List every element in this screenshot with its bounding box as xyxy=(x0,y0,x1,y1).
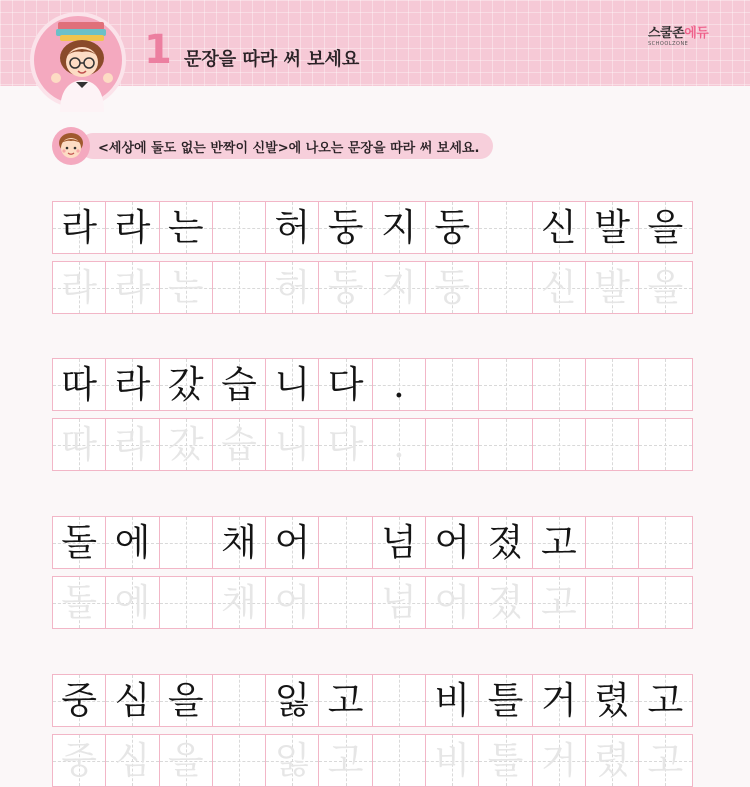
tracing-cell xyxy=(160,577,213,629)
writing-cell xyxy=(266,202,319,254)
tracing-cell xyxy=(373,262,426,314)
writing-cell xyxy=(266,675,319,727)
tracing-cell xyxy=(266,262,319,314)
tracing-cell xyxy=(639,262,692,314)
tracing-cell xyxy=(266,419,319,471)
character-avatar-icon xyxy=(30,12,126,108)
cell-character: 둥 xyxy=(434,206,471,249)
writing-cell xyxy=(53,359,106,411)
cell-character: 어 xyxy=(434,581,471,624)
writing-cell xyxy=(319,675,372,727)
tracing-cell xyxy=(426,577,479,629)
writing-cell xyxy=(106,517,159,569)
tracing-cell xyxy=(586,577,639,629)
cell-character: 습 xyxy=(221,423,257,466)
tracing-cell xyxy=(319,735,372,787)
cell-character: 고 xyxy=(540,521,577,564)
writing-cell xyxy=(426,359,479,411)
tracing-cell xyxy=(479,735,532,787)
logo-subtext: SCHOOLZONE xyxy=(648,41,689,47)
tracing-cell xyxy=(373,419,426,471)
tracing-cell xyxy=(479,419,532,471)
tracing-cell xyxy=(479,577,532,629)
writing-cell xyxy=(639,675,692,727)
cell-character: 니 xyxy=(274,363,311,406)
writing-cell xyxy=(586,359,639,411)
writing-cell xyxy=(639,517,692,569)
tracing-cell xyxy=(53,577,106,629)
writing-cell xyxy=(213,675,266,727)
tracing-cell xyxy=(373,735,426,787)
tracing-cell xyxy=(319,419,372,471)
writing-cell xyxy=(479,359,532,411)
writing-cell xyxy=(533,517,586,569)
writing-cell xyxy=(479,202,532,254)
tracing-cell xyxy=(53,419,106,471)
cell-character: 채 xyxy=(221,581,257,624)
writing-cell xyxy=(53,517,106,569)
cell-character: 잃 xyxy=(274,739,311,782)
tracing-cell xyxy=(639,577,692,629)
cell-character: 둥 xyxy=(434,266,471,309)
cell-character: 을 xyxy=(167,679,204,722)
cell-character: 비 xyxy=(434,679,471,722)
tracing-cell xyxy=(106,735,159,787)
cell-character: 심 xyxy=(114,679,151,722)
cell-character: 는 xyxy=(167,206,204,249)
tracing-row-1 xyxy=(52,261,693,314)
cell-character: 어 xyxy=(434,521,471,564)
cell-character: 니 xyxy=(274,423,311,466)
cell-character: 발 xyxy=(594,206,630,249)
cell-character: 채 xyxy=(221,521,257,564)
writing-row-2 xyxy=(52,358,693,411)
writing-cell xyxy=(639,359,692,411)
tracing-cell xyxy=(586,262,639,314)
writing-cell xyxy=(106,202,159,254)
tracing-cell xyxy=(426,262,479,314)
writing-cell xyxy=(373,517,426,569)
cell-character: 어 xyxy=(274,521,311,564)
tracing-cell xyxy=(426,419,479,471)
logo-text-accent: 에듀 xyxy=(684,26,709,41)
cell-character: 다 xyxy=(327,423,364,466)
lesson-title: 문장을 따라 써 보세요 xyxy=(184,49,360,70)
writing-cell xyxy=(53,202,106,254)
cell-character: 어 xyxy=(274,581,311,624)
cell-character: 틀 xyxy=(487,739,524,782)
cell-character: 돌 xyxy=(61,521,98,564)
cell-character: 신 xyxy=(540,266,577,309)
cell-character: 비 xyxy=(434,739,471,782)
cell-character: 에 xyxy=(114,581,151,624)
writing-cell xyxy=(586,675,639,727)
writing-cell xyxy=(266,359,319,411)
tracing-cell xyxy=(533,735,586,787)
cell-character: 중 xyxy=(61,739,98,782)
cell-character: 따 xyxy=(61,363,98,406)
writing-cell xyxy=(586,202,639,254)
writing-cell xyxy=(106,359,159,411)
tracing-cell xyxy=(586,735,639,787)
cell-character: 라 xyxy=(114,206,151,249)
cell-character: 고 xyxy=(647,679,684,722)
cell-character: 라 xyxy=(61,206,98,249)
tracing-row-4 xyxy=(52,734,693,787)
tracing-cell xyxy=(106,419,159,471)
cell-character: 졌 xyxy=(487,521,524,564)
cell-character: 허 xyxy=(274,206,311,249)
tracing-cell xyxy=(160,419,213,471)
writing-cell xyxy=(213,359,266,411)
writing-cell xyxy=(160,359,213,411)
tracing-cell xyxy=(53,735,106,787)
tracing-row-2 xyxy=(52,418,693,471)
tracing-cell xyxy=(319,577,372,629)
tracing-cell xyxy=(426,735,479,787)
writing-row-3 xyxy=(52,516,693,569)
cell-character: 심 xyxy=(114,739,151,782)
writing-cell xyxy=(586,517,639,569)
tracing-row-3 xyxy=(52,576,693,629)
writing-cell xyxy=(373,675,426,727)
tracing-cell xyxy=(533,577,586,629)
cell-character: 돌 xyxy=(61,581,98,624)
writing-cell xyxy=(53,675,106,727)
cell-character: 잃 xyxy=(274,679,311,722)
tracing-cell xyxy=(639,735,692,787)
cell-character: 고 xyxy=(327,679,364,722)
writing-cell xyxy=(160,675,213,727)
writing-cell xyxy=(373,202,426,254)
writing-cell xyxy=(533,675,586,727)
writing-cell xyxy=(319,359,372,411)
tracing-cell xyxy=(639,419,692,471)
cell-character: 라 xyxy=(61,266,98,309)
cell-character: 둥 xyxy=(327,266,364,309)
writing-row-1 xyxy=(52,201,693,254)
writing-cell xyxy=(319,202,372,254)
tracing-cell xyxy=(53,262,106,314)
instruction-banner xyxy=(52,130,493,162)
cell-character: 넘 xyxy=(381,581,417,624)
cell-character: 다 xyxy=(327,363,364,406)
tracing-cell xyxy=(213,262,266,314)
cell-character: 둥 xyxy=(327,206,364,249)
writing-cell xyxy=(213,517,266,569)
logo-text-main: 스쿨존 xyxy=(648,26,685,41)
writing-cell xyxy=(426,675,479,727)
cell-character: 지 xyxy=(381,206,417,249)
cell-character: 발 xyxy=(594,266,630,309)
tracing-cell xyxy=(160,735,213,787)
boy-face-icon xyxy=(52,127,90,165)
tracing-cell xyxy=(533,419,586,471)
cell-character: 거 xyxy=(540,739,577,782)
tracing-cell xyxy=(213,419,266,471)
cell-character: 렸 xyxy=(594,739,630,782)
writing-cell xyxy=(266,517,319,569)
cell-character: 넘 xyxy=(381,521,417,564)
cell-character: 는 xyxy=(167,266,204,309)
cell-character: 라 xyxy=(114,266,151,309)
cell-character: 습 xyxy=(221,363,257,406)
cell-character: 에 xyxy=(114,521,151,564)
writing-cell xyxy=(479,675,532,727)
writing-cell xyxy=(106,675,159,727)
cell-character: 갔 xyxy=(167,423,204,466)
cell-character: 을 xyxy=(167,739,204,782)
writing-row-4 xyxy=(52,674,693,727)
brand-logo xyxy=(648,22,708,52)
writing-cell xyxy=(426,202,479,254)
tracing-cell xyxy=(373,577,426,629)
writing-cell xyxy=(160,202,213,254)
cell-character: 을 xyxy=(647,206,684,249)
cell-character: 허 xyxy=(274,266,311,309)
cell-character: 졌 xyxy=(487,581,524,624)
tracing-cell xyxy=(479,262,532,314)
writing-cell xyxy=(426,517,479,569)
cell-character: 신 xyxy=(540,206,577,249)
tracing-cell xyxy=(319,262,372,314)
tracing-cell xyxy=(213,577,266,629)
cell-character: 고 xyxy=(540,581,577,624)
cell-character: 거 xyxy=(540,679,577,722)
cell-character: 을 xyxy=(647,266,684,309)
cell-character: 중 xyxy=(61,679,98,722)
header-band xyxy=(0,0,750,86)
writing-cell xyxy=(533,359,586,411)
tracing-cell xyxy=(586,419,639,471)
tracing-cell xyxy=(533,262,586,314)
tracing-cell xyxy=(106,262,159,314)
cell-character: 고 xyxy=(327,739,364,782)
cell-character: . xyxy=(393,363,405,406)
cell-character: 따 xyxy=(61,423,98,466)
writing-cell xyxy=(373,359,426,411)
writing-cell xyxy=(639,202,692,254)
writing-cell xyxy=(213,202,266,254)
writing-cell xyxy=(160,517,213,569)
cell-character: 라 xyxy=(114,423,151,466)
tracing-cell xyxy=(106,577,159,629)
writing-cell xyxy=(479,517,532,569)
cell-character: 렸 xyxy=(594,679,630,722)
cell-character: 라 xyxy=(114,363,151,406)
cell-character: 고 xyxy=(647,739,684,782)
cell-character: 갔 xyxy=(167,363,204,406)
cell-character: 틀 xyxy=(487,679,524,722)
tracing-cell xyxy=(213,735,266,787)
tracing-cell xyxy=(160,262,213,314)
tracing-cell xyxy=(266,735,319,787)
cell-character: . xyxy=(393,423,405,466)
tracing-cell xyxy=(266,577,319,629)
instruction-text: <세상에 둘도 없는 반짝이 신발>에 나오는 문장을 따라 써 보세요. xyxy=(80,133,493,159)
writing-cell xyxy=(533,202,586,254)
writing-cell xyxy=(319,517,372,569)
cell-character: 지 xyxy=(381,266,417,309)
lesson-number: 1 xyxy=(144,27,172,73)
